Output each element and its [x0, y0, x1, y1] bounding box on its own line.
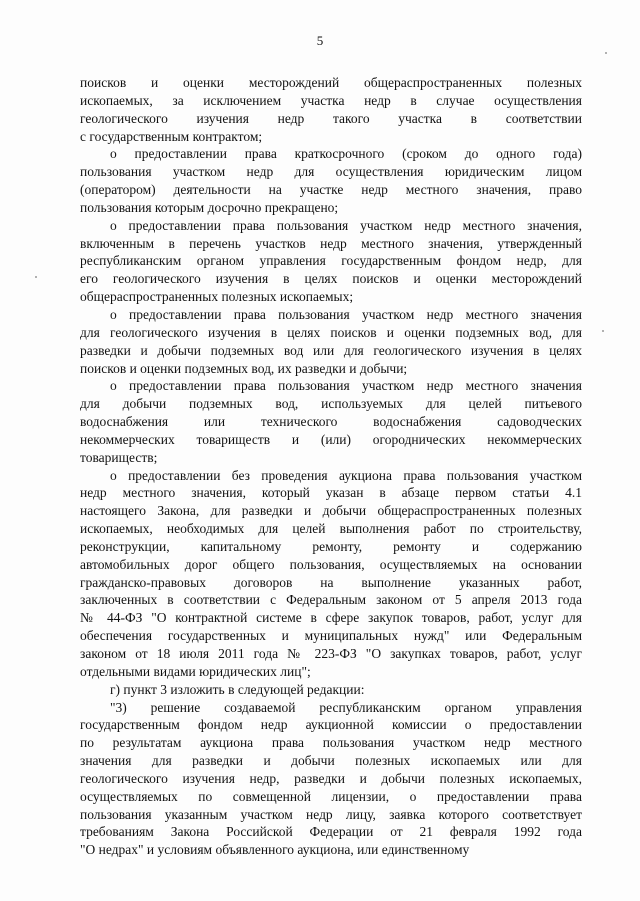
text-line: требованиям Закона Российской Федерации от 21 февраля 1992 года [80, 824, 582, 840]
text-line: о предоставлении без проведения аукциона права пользования участком [110, 467, 582, 483]
text-line: поисков и оценки подземных вод, их разведки и добычи; [80, 360, 408, 376]
paragraph [80, 681, 582, 699]
text-line: республиканским органом управления государственным фондом недр, для [80, 253, 582, 269]
text-line: ископаемых, необходимых для целей выполнения работ по строительству, [80, 521, 582, 537]
text-line: геологического изучения недр такого участка в соответствии [80, 110, 582, 126]
text-line: (оператором) деятельности на участке недр местного значения, право [80, 182, 582, 198]
paragraph [80, 217, 582, 306]
page-number: 5 [316, 33, 324, 48]
text-line: пользования указанным участком недр лицу, заявка которого соответствует [80, 806, 582, 822]
text-line: обеспечения государственных и муниципальных нужд" или Федеральным [80, 628, 582, 644]
paragraph [80, 74, 582, 145]
scan-speck [605, 52, 607, 54]
text-line: его геологического изучения в целях поисков и оценки месторождений [80, 271, 582, 287]
text-line: автомобильных дорог общего пользования, осуществляемых на основании [80, 556, 582, 572]
document-body [80, 74, 582, 859]
text-line: отдельными видами юридических лиц"; [80, 663, 311, 679]
text-line: осуществляемых по совмещенной лицензии, о предоставлении права [80, 788, 582, 804]
text-line: значения для разведки и добычи полезных ископаемых или для [80, 753, 582, 769]
text-line: с государственным контрактом; [80, 128, 263, 144]
paragraph [80, 377, 582, 466]
text-line: о предоставлении права краткосрочного (сроком до одного года) [110, 146, 582, 162]
text-line: заключенных в соответствии с Федеральным законом от 5 апреля 2013 года [80, 592, 582, 608]
text-line: реконструкции, капитальному ремонту, ремонту и содержанию [80, 538, 582, 554]
text-line: о предоставлении права пользования участком недр местного значения [110, 378, 582, 394]
text-line: законом от 18 июля 2011 года № 223-ФЗ "О закупках товаров, работ, услуг [80, 646, 582, 661]
text-line: № 44-ФЗ "О контрактной системе в сфере закупок товаров, работ, услуг для [80, 610, 582, 626]
text-line: товариществ; [80, 449, 158, 465]
text-line: государственным фондом недр аукционной комиссии о предоставлении [80, 717, 582, 733]
text-line: "3) решение создаваемой республиканским органом управления [110, 699, 582, 715]
text-line: по результатам аукциона права пользования участком недр местного [80, 735, 582, 751]
paragraph [80, 145, 582, 216]
paragraph [80, 306, 582, 377]
text-line: для добычи подземных вод, используемых для целей питьевого [80, 396, 582, 412]
text-line: для геологического изучения в целях поисков и оценки подземных вод, для [80, 324, 582, 340]
text-line: "О недрах" и условиям объявленного аукциона, или единственному [80, 842, 470, 858]
text-line: водоснабжения или технического водоснабжения садоводческих [80, 414, 582, 430]
scan-speck [602, 330, 604, 332]
scan-speck [35, 276, 37, 278]
text-line: поисков и оценки месторождений общераспространенных полезных [80, 75, 582, 90]
text-line: пользования участком недр для осуществления юридическим лицом [80, 164, 582, 180]
text-line: геологического изучения недр, разведки и добычи полезных ископаемых, [80, 770, 582, 786]
text-line: разведки и добычи подземных вод или для геологического изучения в целях [80, 342, 582, 358]
text-line: включенным в перечень участков недр местного значения, утвержденный [80, 235, 582, 251]
paragraph [80, 467, 582, 681]
text-line: недр местного значения, который указан в абзаце первом статьи 4.1 [80, 485, 582, 501]
text-line: гражданско-правовых договоров на выполнение указанных работ, [80, 574, 582, 590]
text-line: г) пункт 3 изложить в следующей редакции: [110, 681, 365, 697]
text-line: настоящего Закона, для разведки и добычи общераспространенных полезных [80, 503, 582, 519]
text-line: общераспространенных полезных ископаемых; [80, 289, 354, 305]
text-line: пользования которым досрочно прекращено; [80, 199, 339, 215]
text-line: о предоставлении права пользования участком недр местного значения, [110, 217, 582, 233]
text-line: некоммерческих товариществ и (или) огороднических некоммерческих [80, 431, 582, 447]
paragraph [80, 699, 582, 860]
text-line: о предоставлении права пользования участком недр местного значения [110, 306, 582, 322]
text-line: ископаемых, за исключением участка недр в случае осуществления [80, 92, 582, 108]
